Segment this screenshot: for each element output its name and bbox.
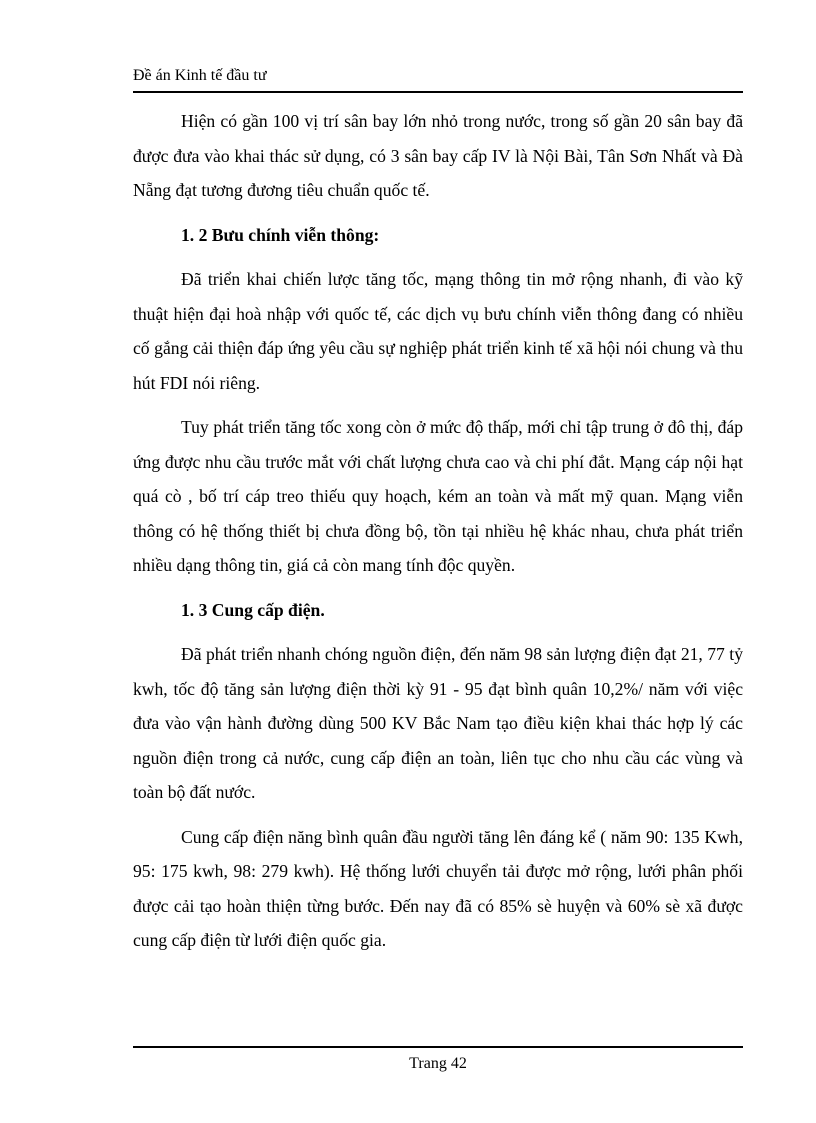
paragraph-telecom-strategy: Đã triển khai chiến lược tăng tốc, mạng thông tin mở rộng nhanh, đi vào kỹ thuật hiện đại hoà nhập với quốc tế, các dịch vụ bưu chính viễn thông đang có nhiều cố gắng cải thiện đáp ứng yêu cầu sự nghiệp phát triển kinh tế xã hội nói chung và thu hút FDI nói riêng.	[133, 269, 743, 393]
document-body	[133, 104, 743, 968]
page-header-title: Đề án Kinh tế đầu tư	[133, 67, 267, 84]
paragraph-power-per-capita: Cung cấp điện năng bình quân đầu người tăng lên đáng kể ( năm 90: 135 Kwh, 95: 175 kwh, 98: 279 kwh). Hệ thống lưới chuyển tải được mở rộng, lưới phân phối được cải tạo hoàn thiện từng bước. Đến nay đã có 85% sè huyện và 60% sè xã được cung cấp điện từ lưới điện quốc gia.	[133, 826, 743, 950]
paragraph-telecom-limitations: Tuy phát triển tăng tốc xong còn ở mức độ thấp, mới chỉ tập trung ở đô thị, đáp ứng được nhu cầu trước mắt với chất lượng chưa cao và chi phí đắt. Mạng cáp nội hạt quá cò , bố trí cáp treo thiếu quy hoạch, kém an toàn và mất mỹ quan. Mạng viễn thông có hệ thống thiết bị chưa đồng bộ, tồn tại nhiều hệ khác nhau, chưa phát triển nhiều dạng thông tin, giá cả còn mang tính độc quyền.	[133, 417, 743, 575]
header-divider	[133, 91, 743, 93]
paragraph-airports: Hiện có gần 100 vị trí sân bay lớn nhỏ trong nước, trong số gần 20 sân bay đã được đưa vào khai thác sử dụng, có 3 sân bay cấp IV là Nội Bài, Tân Sơn Nhất và Đà Nẵng đạt tương đương tiêu chuẩn quốc tế.	[133, 111, 743, 200]
page-number: Trang 42	[409, 1055, 467, 1072]
section-heading-telecom: 1. 2 Bưu chính viễn thông:	[181, 224, 380, 245]
section-heading-power: 1. 3 Cung cấp điện.	[181, 599, 325, 620]
paragraph-power-development: Đã phát triển nhanh chóng nguồn điện, đến năm 98 sản lượng điện đạt 21, 77 tỷ kwh, tốc độ tăng sản lượng điện thời kỳ 91 - 95 đạt bình quân 10,2%/ năm với việc đưa vào vận hành đường dùng 500 KV Bắc Nam tạo điều kiện khai thác hợp lý các nguồn điện trong cả nước, cung cấp điện an toàn, liên tục cho nhu cầu các vùng và toàn bộ đất nước.	[133, 644, 743, 802]
footer-divider	[133, 1046, 743, 1048]
